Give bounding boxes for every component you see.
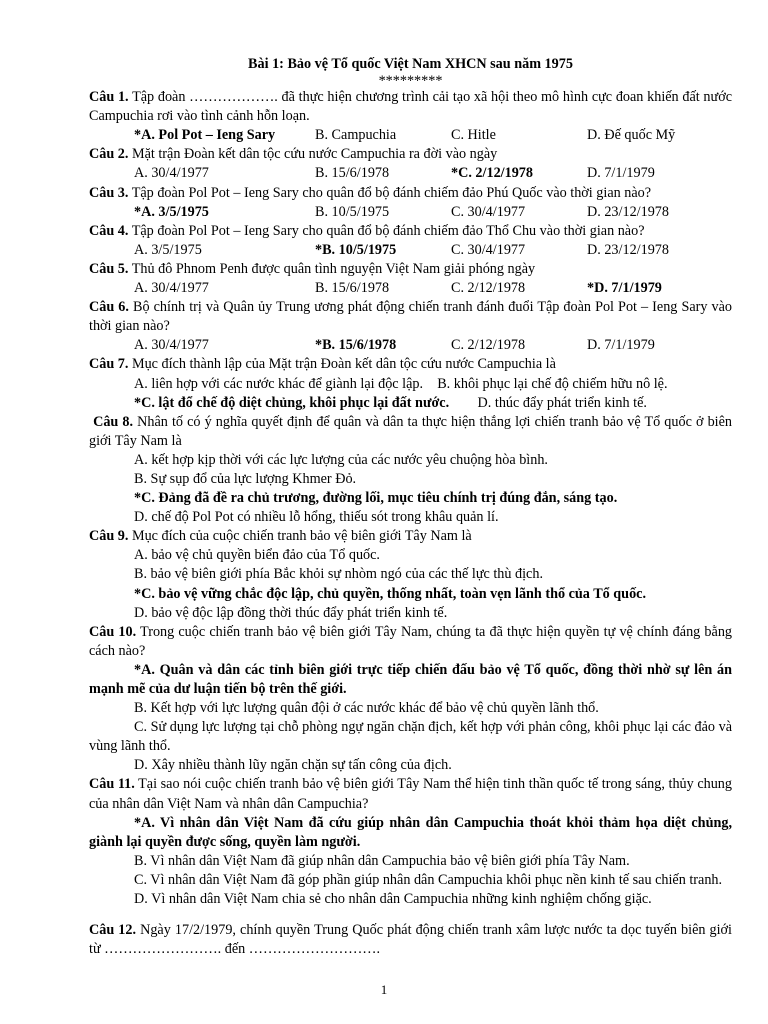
option-c: *C. bảo vệ vững chắc độc lập, chủ quyền, thống nhất, toàn vẹn lãnh thổ của Tổ quốc. [134,585,647,602]
option-a: A. bảo vệ chủ quyền biển đảo của Tổ quốc. [134,547,380,564]
option-d: D. Đế quốc Mỹ [587,127,676,144]
option-b: B. Campuchia [315,127,397,144]
option-d: D. 23/12/1978 [587,203,669,220]
option-d: *D. 7/1/1979 [587,280,662,297]
question-text: Mục đích thành lập của Mặt trận Đoàn kết dân tộc cứu nước Campuchia là [128,356,556,373]
option-a: A. kết hợp kịp thời với các lực lượng của các nước yêu chuộng hòa bình. [134,451,548,468]
question-11 [89,775,732,909]
page-number: 1 [380,982,388,997]
option-c: C. 2/12/1978 [451,280,526,297]
question-text: Mặt trận Đoàn kết dân tộc cứu nước Campuchia ra đời vào ngày [128,146,498,163]
option-d: D. chế độ Pol Pot có nhiều lỗ hổng, thiếu sót trong khâu quản lí. [134,509,499,526]
option-b: B. bảo vệ biên giới phía Bắc khỏi sự nhòm ngó của các thế lực thù địch. [134,566,543,583]
option-b: B. Vì nhân dân Việt Nam đã giúp nhân dân Campuchia bảo vệ biên giới phía Tây Nam. [134,852,630,869]
document-page [89,55,736,959]
question-8 [89,413,736,528]
question-4 [89,222,732,260]
option-c: C. Hitle [451,127,496,144]
option-b: *B. 15/6/1978 [315,337,397,354]
options-row [89,164,732,183]
question-number: Câu 7. [89,356,129,373]
option-b: B. Kết hợp với lực lượng quân đội ở các nước khác để bảo vệ chủ quyền lãnh thổ. [134,700,599,717]
question-number: Câu 10. [89,623,137,640]
options-line-ab: A. liên hợp với các nước khác để giành lại độc lập. B. khôi phục lại chế độ chiếm hữu nô lệ. [134,375,668,392]
option-d: D. thúc đẩy phát triển kinh tế. [449,394,647,411]
question-text: Tập đoàn Pol Pot – Ieng Sary cho quân đổ bộ đánh chiếm đảo Thổ Chu vào thời gian nào? [128,222,645,239]
question-3 [89,184,732,222]
question-5 [89,260,732,298]
question-text: Thủ đô Phnom Penh được quân tình nguyện Việt Nam giải phóng ngày [128,260,536,277]
options-row [89,279,732,298]
option-b: B. 10/5/1975 [315,203,390,220]
option-c: *C. Đảng đã đề ra chủ trương, đường lối, mục tiêu chính trị đúng đắn, sáng tạo. [134,490,618,507]
option-a: A. 30/4/1977 [134,165,209,182]
option-d: D. 23/12/1978 [587,241,669,258]
question-text: Tập đoàn ………………. đã thực hiện chương trình cải tạo xã hội theo mô hình cực đoan khiến đất nước Campuchia rơi vào tình cảnh hỗn loạn. [89,89,733,125]
option-c: C. 30/4/1977 [451,241,526,258]
option-d: D. Xây nhiều thành lũy ngăn chặn sự tấn công của địch. [134,757,452,774]
question-7 [89,355,732,412]
question-number: Câu 1. [89,89,129,106]
question-number: Câu 2. [89,146,129,163]
question-number: Câu 6. [89,299,129,316]
option-c: C. Sử dụng lực lượng tại chỗ phòng ngự ngăn chặn địch, kết hợp với phản công, khôi phục lại các đảo và vùng lãnh thổ. [89,719,732,755]
question-number: Câu 12. [89,922,137,939]
question-text: Mục đích của cuộc chiến tranh bảo vệ biên giới Tây Nam là [128,528,472,545]
question-10 [89,623,732,776]
option-a: *A. Quân và dân các tỉnh biên giới trực tiếp chiến đấu bảo vệ Tổ quốc, đồng thời nhờ sự lên án mạnh mẽ của dư luận tiến bộ trên thế giới. [89,661,732,697]
option-b: B. 15/6/1978 [315,280,390,297]
option-a: A. 30/4/1977 [134,280,209,297]
spacer [89,909,732,921]
option-c: C. 30/4/1977 [451,203,526,220]
option-c: C. Vì nhân dân Việt Nam đã góp phần giúp nhân dân Campuchia khôi phục nền kinh tế sau chiến tranh. [134,871,723,888]
option-d: D. bảo vệ độc lập đồng thời thúc đẩy phát triển kinh tế. [134,604,448,621]
option-b: *B. 10/5/1975 [315,241,397,258]
question-number: Câu 8. [89,413,134,430]
question-9 [89,527,732,622]
option-b: B. 15/6/1978 [315,165,390,182]
option-c: *C. lật đổ chế độ diệt chủng, khôi phục lại đất nước. [134,394,450,411]
option-a: A. 30/4/1977 [134,337,209,354]
title-divider: ********* [378,73,443,90]
question-text: Trong cuộc chiến tranh bảo vệ biên giới Tây Nam, chúng ta đã thực hiện quyền tự vệ chính đáng bằng cách nào? [89,623,733,659]
question-12 [89,921,732,959]
question-number: Câu 9. [89,528,129,545]
options-row [89,126,732,145]
option-d: D. 7/1/1979 [587,165,655,182]
option-a: *A. Pol Pot – Ieng Sary [134,127,276,144]
question-text: Ngày 17/2/1979, chính quyền Trung Quốc phát động chiến tranh xâm lược nước ta dọc tuyến biên giới từ ……………………. đến ………………………. [89,922,733,958]
options-line-cd [89,394,732,413]
question-number: Câu 3. [89,184,129,201]
option-d: D. 7/1/1979 [587,337,655,354]
question-1 [89,88,732,145]
option-c: C. 2/12/1978 [451,337,526,354]
question-number: Câu 11. [89,776,135,793]
question-text: Bộ chính trị và Quân ủy Trung ương phát động chiến tranh đánh đuổi Tập đoàn Pol Pot – Ieng Sary vào thời gian nào? [89,299,732,335]
option-a: A. 3/5/1975 [134,241,202,258]
question-number: Câu 4. [89,222,129,239]
question-6 [89,298,732,355]
question-text: Tại sao nói cuộc chiến tranh bảo vệ biên giới Tây Nam thể hiện tinh thần quốc tế trong sáng, thủy chung của nhân dân Việt Nam và nhân dân Campuchia? [89,776,732,812]
options-row [89,241,732,260]
options-row [89,336,732,355]
document-title: Bài 1: Bảo vệ Tổ quốc Việt Nam XHCN sau năm 1975 [248,56,573,72]
option-c: *C. 2/12/1978 [451,165,533,182]
option-d: D. Vì nhân dân Việt Nam chia sẻ cho nhân dân Campuchia những kinh nghiệm chống giặc. [134,891,652,908]
question-2 [89,145,732,183]
question-text: Nhân tố có ý nghĩa quyết định để quân và dân ta thực hiện thắng lợi chiến tranh bảo vệ Tổ quốc ở biên giới Tây Nam là [89,413,736,449]
option-b: B. Sự sụp đổ của lực lượng Khmer Đỏ. [134,470,357,487]
question-text: Tập đoàn Pol Pot – Ieng Sary cho quân đổ bộ đánh chiếm đảo Phú Quốc vào thời gian nào? [128,184,652,201]
option-a: *A. Vì nhân dân Việt Nam đã cứu giúp nhân dân Campuchia thoát khỏi thảm họa diệt chủng, giành lại quyền được sống, quyền làm người. [89,814,732,850]
question-number: Câu 5. [89,260,129,277]
options-row [89,203,732,222]
option-a: *A. 3/5/1975 [134,203,209,220]
